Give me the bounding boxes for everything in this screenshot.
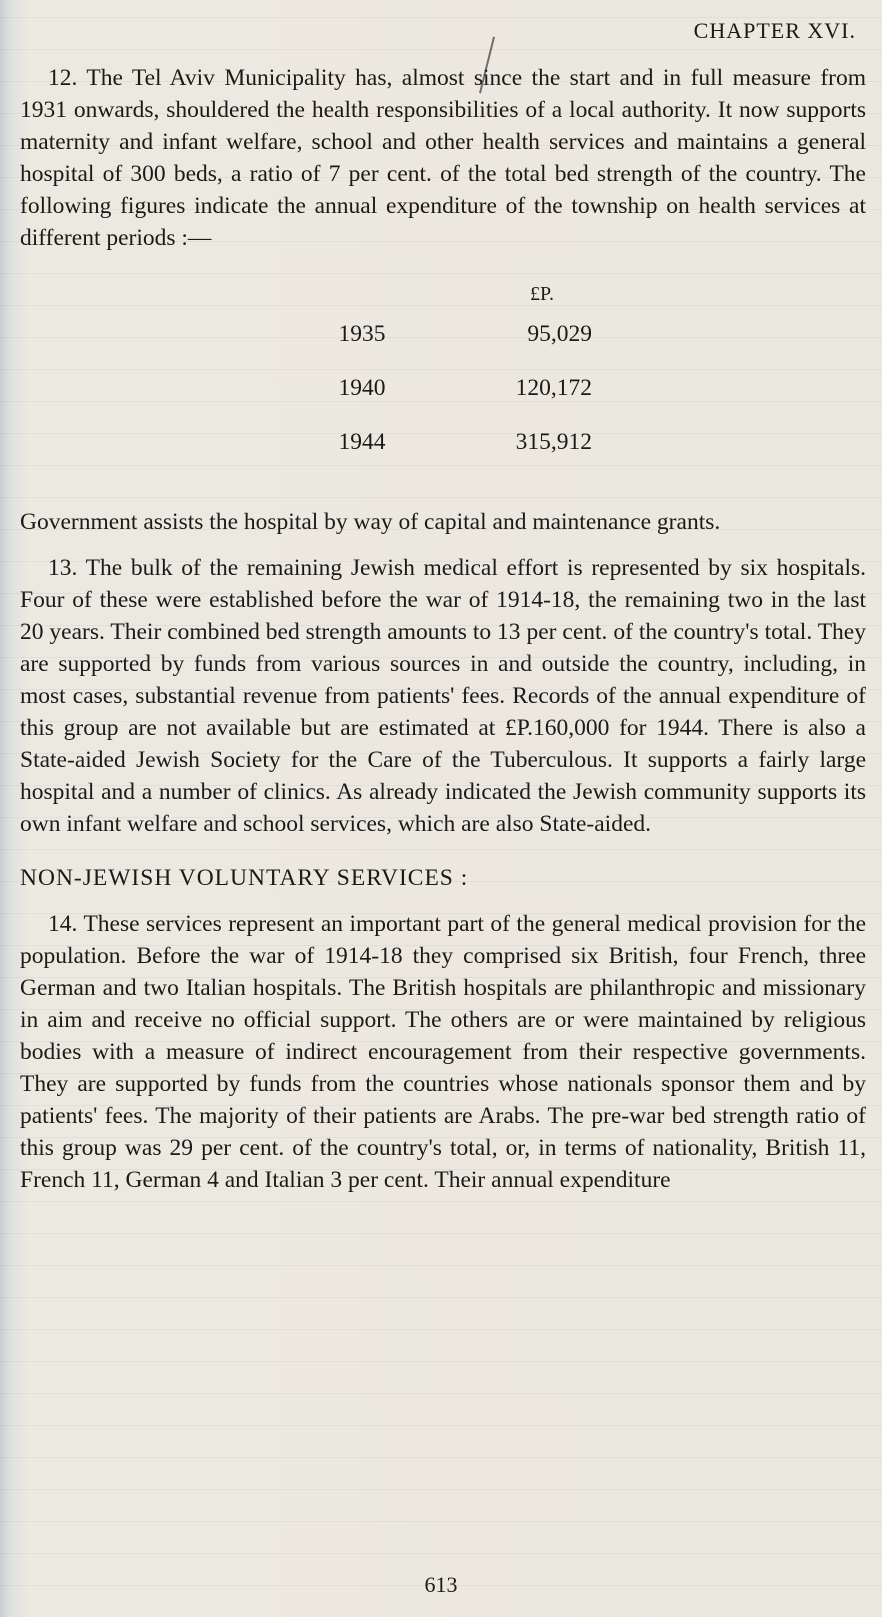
paragraph-12: 12. The Tel Aviv Municipality has, almost since the start and in full measure from 1931 onwards, shouldered the health responsibilities of a local authority. It now supports maternity and infant welfare, school and other health services and maintains a general hospital of 300 beds, a ratio of 7 per cent. of the total bed strength of the country. The following figures indicate the annual expenditure of the township on health services at different periods :— xyxy=(20,65,866,251)
paragraph-13: 13. The bulk of the remaining Jewish medical effort is represented by six hospitals. Four of these were established before the war of 1914-18, the remaining two in the last 20 years. Their combined bed strength amounts to 13 per cent. of the country's total. They are supported by funds from various sources in and outside the country, including, in most cases, substantial revenue from patients' fees. Records of the annual expenditure of this group are not available but are estimated at £P.160,000 for 1944. There is also a State-aided Jewish Society for the Care of the Tuberculous. It supports a fairly large hospital and a number of clinics. As already indicated the Jewish community supports its own infant welfare and school services, which are also State-aided. xyxy=(20,555,866,837)
table-year: 1944 xyxy=(338,429,386,455)
table-amount: 95,029 xyxy=(527,321,592,347)
table-row xyxy=(20,372,866,412)
chapter-header: CHAPTER XVI. xyxy=(693,18,856,43)
table-row xyxy=(20,318,866,358)
table-year: 1935 xyxy=(338,321,386,347)
body-text xyxy=(20,62,866,1196)
paragraph-14: 14. These services represent an important part of the general medical provision for the population. Before the war of 1914-18 they comprised six British, four French, three German and two Italian hospitals. The British hospitals are philanthropic and missionary in aim and receive no official support. The others are or were maintained by religious bodies with a measure of indirect encouragement from their respective governments. They are supported by funds from the countries whose nationals sponsor them and by patients' fees. The majority of their patients are Arabs. The pre-war bed strength ratio of this group was 29 per cent. of the country's total, or, in terms of nationality, British 11, French 11, German 4 and Italian 3 per cent. Their annual expenditure xyxy=(20,911,866,1193)
expenditure-table xyxy=(20,278,866,498)
page-number: 613 xyxy=(424,1572,458,1597)
paragraph-12-continued: Government assists the hospital by way of capital and maintenance grants. xyxy=(20,509,721,535)
table-amount: 120,172 xyxy=(515,375,592,401)
section-heading: NON-JEWISH VOLUNTARY SERVICES : xyxy=(20,865,469,891)
table-amount: 315,912 xyxy=(515,429,592,455)
table-column-header: £P. xyxy=(530,283,554,305)
spacer xyxy=(20,538,866,552)
table-row xyxy=(20,426,866,466)
table-year: 1940 xyxy=(338,375,386,401)
